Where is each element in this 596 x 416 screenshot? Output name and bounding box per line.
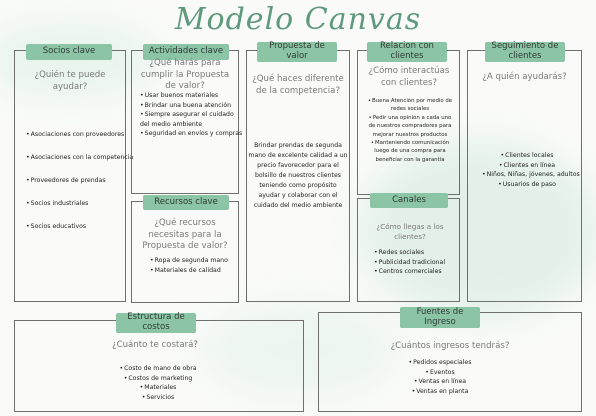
list-item: • Buena Atención por medio de redes sociales <box>366 97 454 114</box>
estructura-costos-list <box>118 364 198 402</box>
list-item: • Seguridad en envíos y compras <box>140 129 236 139</box>
list-item: • Clientes en línea <box>482 161 572 171</box>
actividades-clave-header: Actividades clave <box>143 44 229 60</box>
list-item: • Proveedores de prendas <box>26 170 133 193</box>
propuesta-valor-header: Propuesta de valor <box>257 42 337 62</box>
estructura-costos-question: ¿Cuánto te costará? <box>112 340 198 350</box>
socios-clave-question: ¿Quién te puede ayudar? <box>34 70 106 92</box>
list-item: • Centros comerciales <box>374 267 445 277</box>
estructura-costos-header: Estructura de costos <box>116 313 196 333</box>
list-item: • Materiales de calidad <box>150 266 228 276</box>
list-item: • Ventas en línea <box>400 377 480 387</box>
fuentes-ingreso-list <box>400 358 480 396</box>
list-item: • Asociaciones con la competencia <box>26 147 133 170</box>
list-item: • Clientes locales <box>482 151 572 161</box>
list-item: • Ropa de segunda mano <box>150 256 228 266</box>
segmentos-clientes-list <box>482 151 580 189</box>
canales-header: Canales <box>370 193 448 208</box>
list-item: • Servicios <box>118 393 198 403</box>
relacion-clientes-list <box>366 97 454 164</box>
relacion-clientes-header: Relacion con clientes <box>367 42 447 62</box>
segmentos-clientes-header: Seguimiento de clientes <box>485 42 565 62</box>
list-item: • Pedidos especiales <box>400 358 480 368</box>
propuesta-valor-text: Brindar prendas de segunda mano de excelente calidad a un precio favorecedor para el bolsillo de nuestros clientes teniendo como propósito ayudar y colaborar con el cuidado del medio ambiente <box>248 142 348 209</box>
segmentos-clientes-question: ¿A quién ayudarás? <box>482 72 567 82</box>
recursos-clave-list <box>150 256 228 275</box>
propuesta-valor-question: ¿Qué haces diferente de la competencia? <box>252 74 344 96</box>
list-item: • Eventos <box>400 368 480 378</box>
list-item: • Manteniendo comunicación luego de una compra para beneficiar con la garantía <box>366 139 454 164</box>
actividades-clave-question: ¿Qué harás para cumplir la Propuesta de valor? <box>140 58 230 92</box>
relacion-clientes-question: ¿Cómo interactúas con clientes? <box>368 66 450 88</box>
list-item: • Redes sociales <box>374 248 445 258</box>
socios-clave-list <box>26 124 133 239</box>
list-item: • Socios educativos <box>26 216 133 239</box>
list-item: • Costos de marketing <box>118 374 198 384</box>
actividades-clave-list <box>140 91 243 139</box>
list-item <box>140 110 236 129</box>
list-item: • Publicidad tradicional <box>374 258 445 268</box>
page-title: Modelo Canvas <box>174 2 422 37</box>
fuentes-ingreso-question: ¿Cuántos ingresos tendrás? <box>390 341 510 351</box>
fuentes-ingreso-header: Fuentes de Ingreso <box>400 307 480 328</box>
list-item: • Materiales <box>118 383 198 393</box>
canales-question: ¿Cómo llegas a los clientes? <box>376 222 444 241</box>
canales-list <box>374 248 445 277</box>
list-item: • Asociaciones con proveedores <box>26 124 133 147</box>
list-item: • Brindar una buena atención <box>140 101 236 111</box>
list-item: • Socios industriales <box>26 193 133 216</box>
list-item-text: Siempre asegurar el cuidado del medio ambiente <box>140 111 234 128</box>
list-item: • Ventas en planta <box>400 387 480 397</box>
recursos-clave-header: Recursos clave <box>143 195 229 210</box>
list-item: • Niños, Niñas, jóvenes, adultos <box>482 170 572 180</box>
socios-clave-header: Socios clave <box>26 44 112 60</box>
list-item: • Costo de mano de obra <box>118 364 198 374</box>
list-item: • Usar buenos materiales <box>140 91 236 101</box>
list-item: • Usuarios de paso <box>482 180 572 190</box>
recursos-clave-question: ¿Qué recursos necesitas para la Propuesta de valor? <box>142 218 228 252</box>
list-item: • Pedir una opinión a cada uno de nuestros compradores para mejorar nuestros productos <box>366 114 454 139</box>
